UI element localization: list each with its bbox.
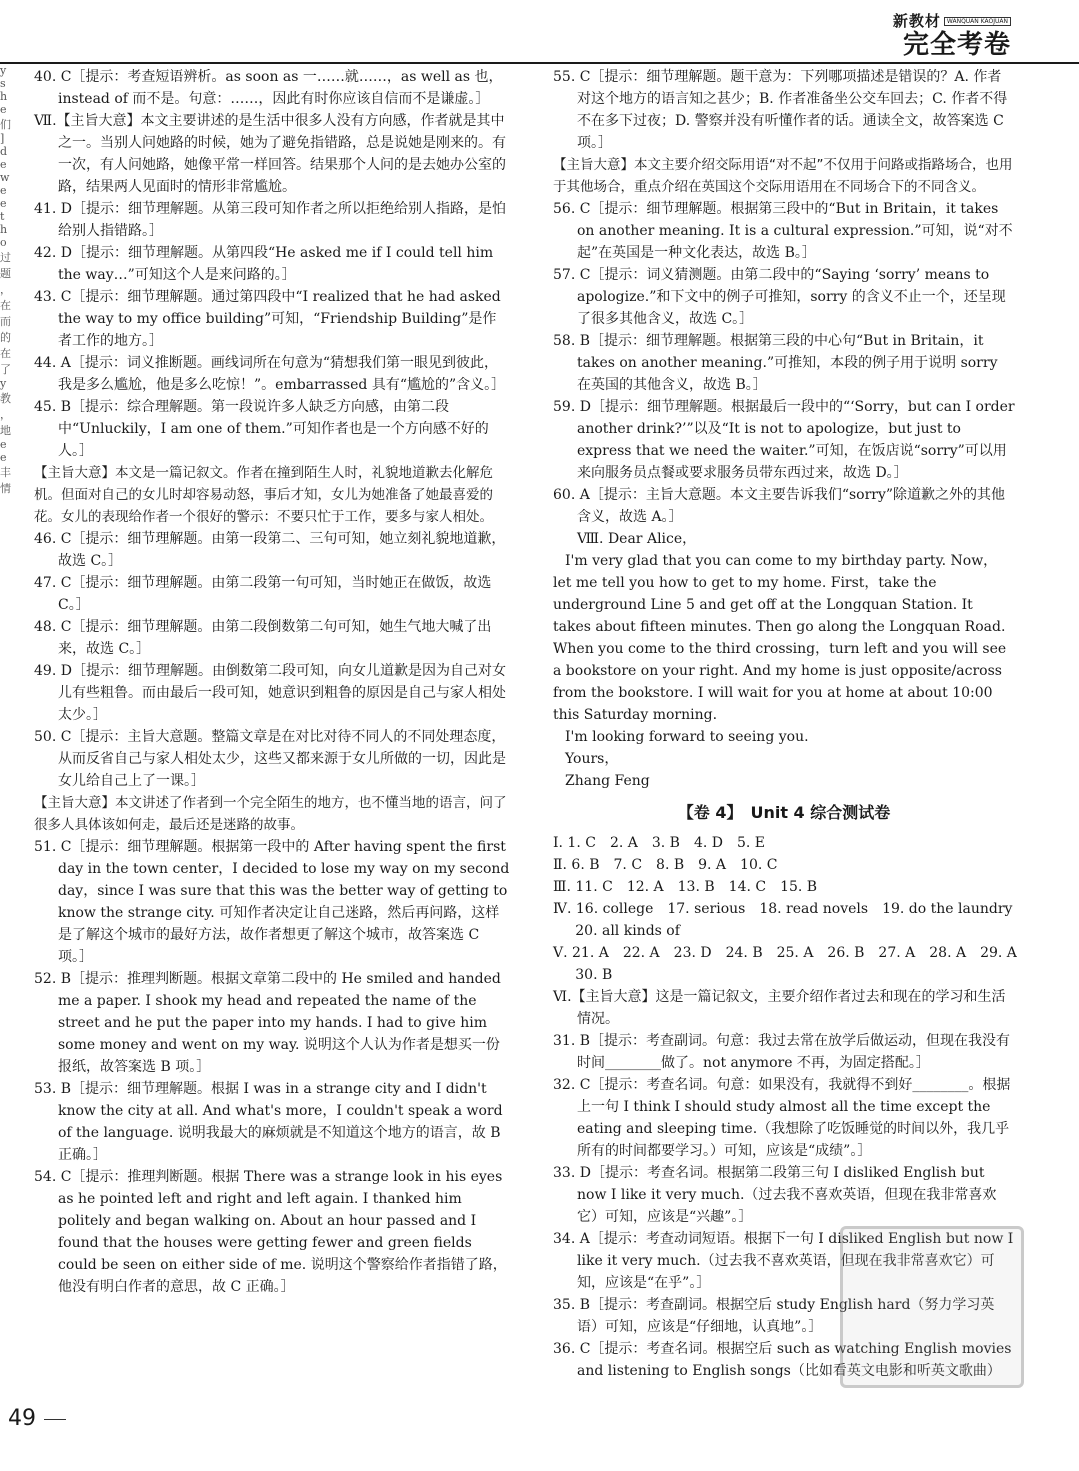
answer-item: 44. A［提示：词义推断题。画线词所在句意为“猜想我们第一眼见到彼此，我是多么尴尬，他是多么吃惊！”。embarrassed 具有“尴尬的”含义。］ [34, 355, 506, 393]
page-number-text: 49 [8, 1406, 36, 1431]
answer-item: 54. C［提示：推理判断题。根据 There was a strange look in his eyes as he pointed left and right and left again. I thanked him politely and began walking on. About an hour passed and I found that the houses were getting fewer and green fields could be seen on either side of me. 说明这个警察给作者指错了路，他没有明白作者的意思，故 C 正确。］ [34, 1169, 507, 1295]
letter-closing: I'm looking forward to seeing you. [565, 729, 809, 745]
answer-item: 49. D［提示：细节理解题。由倒数第二段可知，向女儿道歉是因为自己对女儿有些粗鲁。而由最后一段可知，她意识到粗鲁的原因是自己与家人相处太少。］ [34, 663, 506, 723]
answer-item: 40. C［提示：考查短语辨析。as soon as 一……就……，as well as 也，instead of 而不是。句意：……，因此有时你应该自信而不是谦虚。］ [34, 69, 503, 107]
left-edge-bleed: y s h e 们 ] d e w e e t h o 过 题 ， 在 而 的 在 了 y 教 ， 地 e e 丰 情 [0, 64, 11, 495]
summary-paragraph: Ⅵ.【主旨大意】这是一篇记叙文，主要介绍作者过去和现在的学习和生活情况。 [553, 989, 1006, 1027]
right-column [553, 66, 1015, 1382]
answer-item: 47. C［提示：细节理解题。由第二段第一句可知，当时她正在做饭，故选 C。］ [34, 575, 492, 613]
answer-item: 46. C［提示：细节理解题。由第一段第二、三句可知，她立刻礼貌地道歉，故选 C。］ [34, 531, 506, 569]
answer-item: 31. B［提示：考查副词。句意：我过去常在放学后做运动，但现在我没有时间________做了。not anymore 不再，为固定搭配。］ [553, 1033, 1011, 1071]
answer-item: 33. D［提示：考查名词。根据第二段第三句 I disliked English but now I like it very much.（过去我不喜欢英语，但现在我非常喜欢它）可知，应该是“兴趣”。］ [553, 1165, 997, 1225]
answer-row: 30. B [553, 967, 613, 983]
answer-item: 36. C［提示：考查名词。根据空后 such as watching English movies and listening to English songs（比如看英文电影和听英文歌曲） [553, 1341, 1012, 1379]
answer-item: 45. B［提示：综合理解题。第一段说许多人缺乏方向感，由第二段中“Unluckily，I am one of them.”可知作者也是一个方向感不好的人。］ [34, 399, 489, 459]
answer-item: 53. B［提示：细节理解题。根据 I was in a strange city and I didn't know the city at all. And what's more，I couldn't speak a word of the language. 说明我最大的麻烦就是不知道这个地方的语言，故 B 正确。］ [34, 1081, 503, 1163]
unit-title: 【卷 4】 Unit 4 综合测试卷 [677, 803, 891, 822]
letter-signature: Zhang Feng [565, 773, 650, 789]
answer-item: 43. C［提示：细节理解题。通过第四段中“I realized that he had asked the way to my office building”可知，“Friendship Building”是作者工作的地方。］ [34, 289, 501, 349]
answer-item: 56. C［提示：细节理解题。根据第三段中的“But in Britain，it takes on another meaning. It is a cultural expression.”可知，说“对不起”在英国是一种文化表达，故选 B。］ [553, 201, 1013, 261]
answer-item: 58. B［提示：细节理解题。根据第三段的中心句“But in Britain，it takes on another meaning.”可推知，本段的例子用于说明 sorry 在英国的其他含义，故选 B。］ [553, 333, 998, 393]
letter-body: I'm very glad that you can come to my birthday party. Now，let me tell you how to get to my home. First，take the underground Line 5 and get off at the Longquan Station. It takes about fifteen minutes. Then go along the Longquan Road. When you come to the third crossing，turn left and you will see a bookstore on your right. And my home is just opposite/across from the bookstore. I will wait for you at home at about 10:00 this Saturday morning. [553, 553, 1007, 723]
letter-answer [553, 528, 1015, 792]
answer-item: 34. A［提示：考查动词短语。根据下一句 I disliked English but now I like it very much.（过去我不喜欢英语，但现在我非常喜欢它）可知，应该是“在乎”。］ [553, 1231, 1014, 1291]
answer-row: Ⅲ. 11. C 12. A 13. B 14. C 15. B [553, 879, 818, 895]
answer-item: 48. C［提示：细节理解题。由第二段倒数第二句可知，她生气地大喊了出来，故选 C。］ [34, 619, 492, 657]
watermark-stamp [840, 1226, 1024, 1388]
brand-logo [893, 10, 1011, 59]
answer-item: 57. C［提示：词义猜测题。由第二段中的“Saying ‘sorry’ means to apologize.”和下文中的例子可推知，sorry 的含义不止一个，还呈现了很多其他含义，故选 C。］ [553, 267, 1006, 327]
summary-paragraph: 【主旨大意】本文主要介绍交际用语“对不起”不仅用于问路或指路场合，也用于其他场合，重点介绍在英国这个交际用语用在不同场合下的不同含义。 [553, 157, 1013, 195]
brand-pinyin: WANQUAN KAOJUAN [944, 17, 1011, 26]
page-number [8, 1406, 66, 1431]
left-column [34, 66, 510, 1298]
answer-item: 60. A［提示：主旨大意题。本文主要告诉我们“sorry”除道歉之外的其他含义，故选 A。］ [553, 487, 1006, 525]
summary-paragraph: 【主旨大意】本文讲述了作者到一个完全陌生的地方，也不懂当地的语言，问了很多人具体该如何走，最后还是迷路的故事。 [34, 795, 507, 833]
answer-key [553, 832, 1015, 986]
brand-small: 新教材 [892, 12, 941, 30]
answer-row: 20. all kinds of [553, 923, 680, 939]
answer-item: 50. C［提示：主旨大意题。整篇文章是在对比对待不同人的不同处理态度，从而反省自己与家人相处太少，这些又都来源于女儿所做的一切，因此是女儿给自己上了一课。］ [34, 729, 506, 789]
answer-row: Ⅱ. 6. B 7. C 8. B 9. A 10. C [553, 857, 778, 873]
letter-yours: Yours， [565, 751, 619, 767]
answer-item: 59. D［提示：细节理解题。根据最后一段中的“‘Sorry，but can I order another drink?’”以及“It is not to apologize，but just to express that we need the waiter.”可知，在饭店说“sorry”可以用来向服务员点餐或要求服务员带东西过来，故选 D。］ [553, 399, 1015, 481]
answer-row: Ⅰ. 1. C 2. A 3. B 4. D 5. E [553, 835, 766, 851]
right-answers-top [553, 66, 1015, 528]
letter-salutation: Ⅷ. Dear Alice， [577, 531, 697, 547]
answer-item: 41. D［提示：细节理解题。从第三段可知作者之所以拒绝给别人指路，是怕给别人指错路。］ [34, 201, 506, 239]
answer-item: 42. D［提示：细节理解题。从第四段“He asked me if I could tell him the way…”可知这个人是来问路的。］ [34, 245, 494, 283]
answer-item: 32. C［提示：考查名词。句意：如果没有，我就得不到好________。根据上一句 I think I should study almost all the time except the eating and sleeping time.（我想除了吃饭睡觉的时间以外，我几乎所有的时间都要学习。）可知，应该是“成绩”。］ [553, 1077, 1011, 1159]
brand-title: 完全考卷 [902, 30, 1011, 60]
summary-paragraph: Ⅶ.【主旨大意】本文主要讲述的是生活中很多人没有方向感，作者就是其中之一。当别人问她路的时候，她为了避免指错路，总是说她是刚来的。有一次，有人问她路，她像平常一样回答。结果那个人问的是去她办公室的路，结果两人见面时的情形非常尴尬。 [34, 113, 506, 195]
answer-row: Ⅴ. 21. A 22. A 23. D 24. B 25. A 26. B 27. A 28. A 29. A [553, 945, 1017, 961]
answer-item: 35. B［提示：考查副词。根据空后 study English hard（努力学习英语）可知，应该是“仔细地，认真地”。］ [553, 1297, 995, 1335]
summary-paragraph: 【主旨大意】本文是一篇记叙文。作者在撞到陌生人时，礼貌地道歉去化解危机。但面对自己的女儿时却容易动怒，事后才知，女儿为她准备了她最喜爱的花。女儿的表现给作者一个很好的警示：不要只忙于工作，要多与家人相处。 [34, 465, 493, 525]
answer-row: Ⅳ. 16. college 17. serious 18. read novels 19. do the laundry [553, 901, 1013, 917]
answer-item: 51. C［提示：细节理解题。根据第一段中的 After having spent the first day in the town center，I decided to lose my way on my second day，since I was sure that this was the better way of getting to know the strange city. 可知作者决定让自己迷路，然后再问路，这样是了解这个城市的最好方法，故作者想更了解这个城市，故答案选 C 项。］ [34, 839, 510, 965]
answer-item: 52. B［提示：推理判断题。根据文章第二段中的 He smiled and handed me a paper. I shook my head and repeated the name of the street and he put the paper into my hands. I had to give him some money and went on my way. 说明这个人认为作者是想买一份报纸，故答案选 B 项。］ [34, 971, 501, 1075]
answer-item: 55. C［提示：细节理解题。题干意为：下列哪项描述是错误的？A. 作者对这个地方的语言知之甚少；B. 作者准备坐公交车回去；C. 作者不得不在多下过夜；D. 警察并没有听懂作者的话。通读全文，故答案选 C 项。］ [553, 69, 1008, 151]
header-rule [0, 62, 1079, 64]
